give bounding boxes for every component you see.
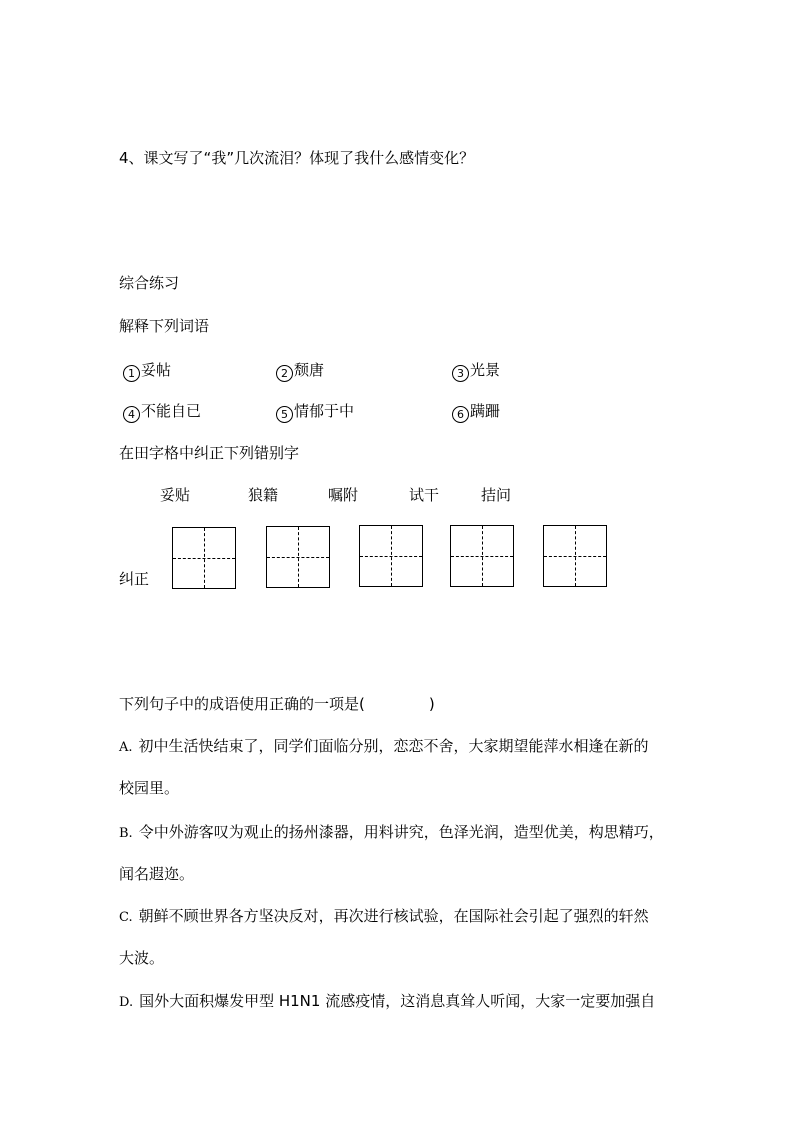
wrong-word: 嘱附 <box>328 486 359 504</box>
circled-number: 6 <box>452 406 469 423</box>
option-b-continued: 闻名遐迩。 <box>119 865 195 883</box>
circled-number: 5 <box>276 406 293 423</box>
term-text: 妥帖 <box>141 361 172 379</box>
mcq-question <box>119 694 435 714</box>
term-item <box>276 360 324 382</box>
term-text: 颓唐 <box>294 361 325 379</box>
option-b <box>119 822 664 844</box>
option-text: 令中外游客叹为观止的扬州漆器，用料讲究，色泽光润，造型优美，构思精巧， <box>138 823 664 841</box>
tian-grid-box[interactable] <box>172 527 236 589</box>
option-letter: D. <box>119 995 134 1010</box>
term-item <box>123 360 171 382</box>
option-text: 初中生活快结束了，同学们面临分别，恋恋不舍，大家期望能萍水相逢在新的 <box>138 737 649 755</box>
mcq-question-close: ) <box>428 695 435 713</box>
term-text: 光景 <box>470 361 501 379</box>
option-letter: B. <box>119 826 133 841</box>
option-text: 国外大面积爆发甲型 H1N1 流感疫情，这消息真耸人听闻，大家一定要加强自 <box>139 992 656 1010</box>
option-a <box>119 736 649 758</box>
mcq-question-text: 下列句子中的成语使用正确的一项是( <box>119 695 365 713</box>
wrong-word: 妥贴 <box>160 486 191 504</box>
term-text: 情郁于中 <box>294 402 355 420</box>
explain-instruction: 解释下列词语 <box>119 317 210 335</box>
term-item <box>276 401 354 423</box>
option-c <box>119 906 649 928</box>
tian-grid-box[interactable] <box>359 525 423 587</box>
tian-grid-box[interactable] <box>450 525 514 587</box>
circled-number: 4 <box>123 406 140 423</box>
grid-instruction: 在田字格中纠正下列错别字 <box>119 444 300 462</box>
tian-grid-box[interactable] <box>543 525 607 587</box>
term-item <box>452 401 500 423</box>
wrong-word: 拮问 <box>481 486 512 504</box>
term-text: 不能自已 <box>141 402 202 420</box>
question-4: 4、课文写了“我”几次流泪？体现了我什么感情变化？ <box>119 149 475 167</box>
option-c-continued: 大波。 <box>119 949 165 967</box>
term-item <box>123 401 201 423</box>
option-d <box>119 991 655 1013</box>
circled-number: 1 <box>123 365 140 382</box>
option-letter: C. <box>119 910 133 925</box>
option-letter: A. <box>119 740 133 755</box>
wrong-word: 试干 <box>409 486 440 504</box>
option-a-continued: 校园里。 <box>119 779 180 797</box>
circled-number: 2 <box>276 365 293 382</box>
term-item <box>452 360 500 382</box>
correct-label: 纠正 <box>119 570 150 588</box>
wrong-word: 狼籍 <box>248 486 279 504</box>
option-text: 朝鲜不顾世界各方坚决反对，再次进行核试验，在国际社会引起了强烈的轩然 <box>138 907 649 925</box>
term-text: 蹒跚 <box>470 402 501 420</box>
section-title: 综合练习 <box>119 274 180 292</box>
tian-grid-box[interactable] <box>266 526 330 588</box>
circled-number: 3 <box>452 365 469 382</box>
